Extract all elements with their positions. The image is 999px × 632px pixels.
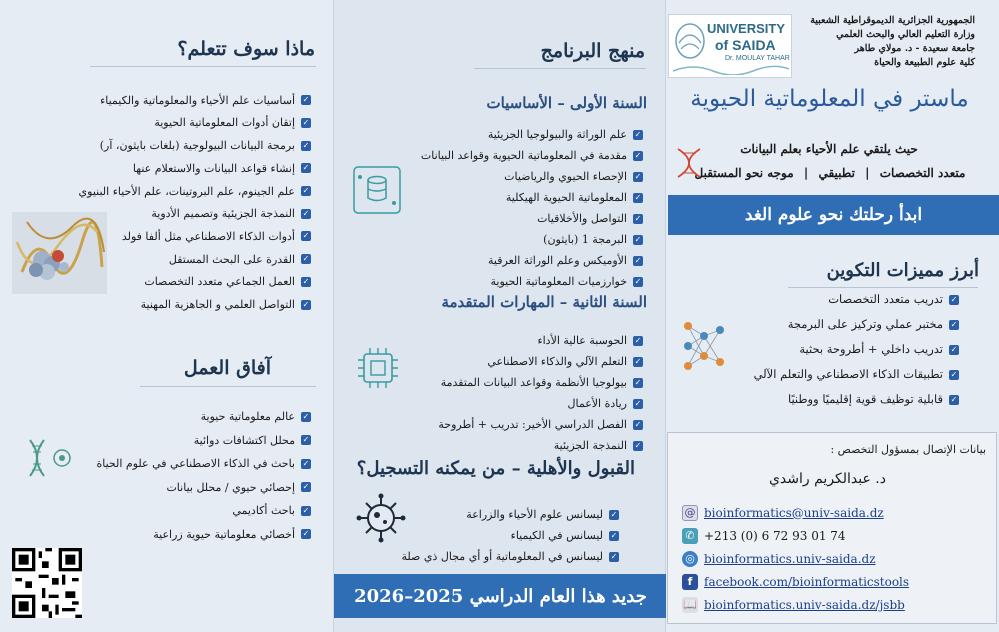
check-icon: ✓ [302, 163, 310, 173]
year1-title: السنة الأولى – الأساسيات [486, 94, 647, 112]
check-icon: ✓ [634, 440, 642, 450]
protein-structure-image [12, 212, 107, 294]
check-icon: ✓ [634, 150, 642, 160]
job-item-label: باحث في الذكاء الاصطناعي في علوم الحياة [96, 457, 295, 471]
year1-item [363, 187, 643, 208]
middle-panel [333, 0, 666, 632]
check-icon: ✓ [634, 419, 642, 429]
contact-list [682, 501, 992, 616]
admission-item-label: ليسانس في الكيمياء [510, 528, 603, 542]
header-line: جامعة سعيدة - د. مولاي طاهر [854, 43, 975, 54]
tagline: حيث يلتقي علم الأحياء بعلم البيانات [740, 142, 918, 156]
check-icon: ✓ [302, 299, 310, 309]
check-icon: ✓ [634, 171, 642, 181]
year2-list [363, 330, 643, 456]
check-icon: ✓ [302, 208, 310, 218]
facebook-icon: f [682, 574, 698, 590]
year1-item [363, 229, 643, 250]
features-title: أبرز مميزات التكوين [826, 260, 979, 281]
check-icon: ✓ [634, 377, 642, 387]
qr-code[interactable] [12, 548, 82, 618]
job-item-label: أخصائي معلوماتية حيوية زراعية [153, 527, 295, 541]
year1-item-label: مقدمة في المعلوماتية الحيوية وقواعد البيانات [420, 148, 627, 162]
feature-item-label: تدريب متعدد التخصصات [828, 291, 943, 306]
header-line: وزارة التعليم العالي والبحث العلمي [836, 29, 975, 40]
check-icon: ✓ [610, 509, 618, 519]
start-banner [668, 195, 999, 235]
check-icon: ✓ [950, 294, 958, 304]
check-icon: ✓ [302, 505, 310, 515]
year1-item [363, 124, 643, 145]
database-icon [352, 165, 402, 215]
globe-icon: ◎ [682, 551, 698, 567]
neural-network-icon [682, 318, 726, 376]
year1-item-label: الإحصاء الحيوي والرياضيات [504, 169, 627, 183]
year1-item [363, 145, 643, 166]
feature-item-label: تدريب داخلي + أطروحة بحثية [799, 341, 943, 356]
university-logo [668, 14, 792, 78]
year1-item-label: البرمجة 1 (بايثون) [543, 232, 627, 246]
year2-item [363, 414, 643, 435]
contact-email-row[interactable] [682, 501, 992, 524]
header-line: كلية علوم الطبيعة والحياة [874, 57, 975, 68]
header-line: الجمهورية الجزائرية الديموقراطية الشعبية [810, 15, 975, 26]
feature-item [709, 387, 959, 412]
check-icon: ✓ [634, 255, 642, 265]
check-icon: ✓ [302, 231, 310, 241]
year1-item-label: الأوميكس وعلم الوراثة العرقية [488, 253, 627, 267]
check-icon: ✓ [950, 369, 958, 379]
feature-item [709, 337, 959, 362]
check-icon: ✓ [302, 435, 310, 445]
tag-2: تطبيقي [818, 166, 855, 180]
check-icon: ✓ [950, 319, 958, 329]
year1-item-label: علم الوراثة والبيولوجيا الجزيئية [487, 127, 627, 141]
check-icon: ✓ [302, 482, 310, 492]
job-item [71, 452, 311, 476]
dna-icon [24, 436, 76, 480]
feature-item-label: تطبيقات الذكاء الاصطناعي والتعلم الآلي [753, 366, 943, 381]
feature-item [709, 312, 959, 337]
admission-item-label: ليسانس علوم الأحياء والزراعة [466, 507, 603, 521]
contact-facebook-row[interactable] [682, 570, 992, 593]
job-item-label: إحصائي حيوي / محلل بيانات [166, 480, 295, 494]
feature-item [709, 287, 959, 312]
check-icon: ✓ [302, 276, 310, 286]
program-divider [474, 68, 646, 69]
learn-item [11, 134, 311, 157]
new-year-banner [334, 574, 667, 618]
year1-item [363, 208, 643, 229]
logo-text-2: of SAIDA [715, 37, 776, 53]
check-icon: ✓ [634, 129, 642, 139]
learn-divider [90, 66, 316, 67]
year2-item [363, 330, 643, 351]
learn-item [11, 157, 311, 180]
check-icon: ✓ [610, 551, 618, 561]
left-panel [0, 0, 333, 632]
learn-item-label: أدوات الذكاء الاصطناعي مثل ألفا فولد [121, 229, 295, 243]
main-title: ماستر في المعلوماتية الحيوية [690, 86, 969, 112]
virus-icon [352, 492, 410, 544]
start-banner-text: ابدأ رحلتك نحو علوم الغد [744, 205, 923, 225]
book-icon: 📖 [683, 598, 697, 611]
program-title: منهج البرنامج [540, 40, 645, 62]
check-icon: ✓ [634, 398, 642, 408]
job-item-label: باحث أكاديمي [232, 504, 295, 518]
year1-item [363, 250, 643, 271]
learn-item-label: إتقان أدوات المعلوماتية الحيوية [154, 116, 295, 130]
check-icon: ✓ [302, 95, 310, 105]
check-icon: ✓ [302, 254, 310, 264]
learn-item [11, 293, 311, 316]
check-icon: ✓ [302, 529, 310, 539]
admission-item [369, 546, 619, 567]
contact-box [667, 432, 997, 624]
learn-item-label: إنشاء قواعد البيانات والاستعلام عنها [132, 161, 295, 175]
feature-item-label: مختبر عملي وتركيز على البرمجة [787, 316, 943, 331]
year1-item [363, 166, 643, 187]
job-item [71, 429, 311, 453]
jobs-title: آفاق العمل [183, 357, 271, 379]
new-year-text: جديد هذا العام الدراسي 2025–2026 [354, 585, 647, 607]
learn-item-label: التواصل العلمي و الجاهزية المهنية [140, 297, 295, 311]
logo-text-3: Dr. MOULAY TAHAR [725, 55, 790, 62]
check-icon: ✓ [634, 192, 642, 202]
check-icon: ✓ [302, 411, 310, 421]
right-panel [666, 0, 999, 632]
logo-text-1: UNIVERSITY [707, 21, 786, 36]
phone-icon: ✆ [682, 528, 698, 544]
check-icon: ✓ [634, 276, 642, 286]
contact-website-row[interactable] [682, 547, 992, 570]
job-item-label: عالم معلوماتية حيوية [200, 410, 295, 424]
check-icon: ✓ [610, 530, 618, 540]
contact-jsbb-row[interactable] [682, 593, 992, 616]
logo-emblem-icon [673, 21, 707, 61]
logo-wave-icon [673, 63, 789, 75]
check-icon: ✓ [950, 344, 958, 354]
year2-title: السنة الثانية – المهارات المتقدمة [441, 293, 647, 311]
website-link[interactable]: bioinformatics.univ-saida.dz [704, 551, 876, 566]
job-item [71, 499, 311, 523]
features-list [709, 287, 959, 412]
check-icon: ✓ [634, 213, 642, 223]
year2-item-label: الحوسبة عالية الأداء [537, 333, 627, 347]
learn-item [11, 180, 311, 203]
tag-sep-1: | [865, 166, 870, 180]
contact-title: بيانات الإتصال بمسؤول التخصص : [830, 443, 986, 456]
check-icon: ✓ [302, 118, 310, 128]
dna-strand-icon [672, 145, 706, 181]
email-link[interactable]: bioinformatics@univ-saida.dz [704, 505, 884, 520]
year2-item-label: ريادة الأعمال [567, 396, 627, 410]
learn-item [11, 112, 311, 135]
learn-item-label: النمذجة الجزيئية وتصميم الأدوية [151, 207, 295, 221]
learn-item-label: برمجة البيانات البيولوجية (بلغات بايثون، آر) [99, 139, 295, 153]
year1-item [363, 271, 643, 292]
phone-number[interactable]: +213 (0) 6 72 93 01 74 [704, 528, 846, 543]
learn-item-label: علم الجينوم، علم البروتينات، علم الأحياء البنيوي [78, 184, 295, 198]
tag-3: موجه نحو المستقبل [694, 166, 794, 180]
admission-title: القبول والأهلية – من يمكنه التسجيل؟ [356, 458, 635, 479]
check-icon: ✓ [302, 140, 310, 150]
year2-item [363, 351, 643, 372]
job-item-label: محلل اكتشافات دوائية [193, 433, 295, 447]
tags-row [675, 166, 985, 180]
learn-item [11, 89, 311, 112]
check-icon: ✓ [302, 186, 310, 196]
check-icon: ✓ [634, 234, 642, 244]
learn-item-label: أساسيات علم الأحياء والمعلوماتية والكيمياء [100, 93, 295, 107]
check-icon: ✓ [634, 356, 642, 366]
facebook-link[interactable]: facebook.com/bioinformaticstools [704, 574, 910, 589]
year2-item [363, 372, 643, 393]
tag-1: متعدد التخصصات [879, 166, 966, 180]
check-icon: ✓ [950, 394, 958, 404]
jsbb-link[interactable]: bioinformatics.univ-saida.dz/jsbb [704, 597, 905, 612]
year1-item-label: خوارزميات المعلوماتية الحيوية [490, 274, 627, 288]
year2-item-label: الفصل الدراسي الأخير: تدريب + أطروحة [438, 417, 627, 431]
year1-list [363, 124, 643, 292]
learn-item-label: العمل الجماعي متعدد التخصصات [144, 275, 295, 289]
year1-item-label: التواصل والأخلاقيات [537, 211, 627, 225]
feature-item [709, 362, 959, 387]
year2-item [363, 393, 643, 414]
job-item [71, 523, 311, 547]
circuit-chip-icon [354, 344, 402, 392]
job-item [71, 476, 311, 500]
jobs-divider [140, 386, 316, 387]
admission-item-label: ليسانس في المعلوماتية أو أي مجال ذي صلة [401, 549, 603, 563]
jobs-list [71, 405, 311, 546]
year2-item-label: بيولوجيا الأنظمة وقواعد البيانات المتقدمة [440, 375, 627, 389]
year2-item [363, 435, 643, 456]
check-icon: ✓ [634, 335, 642, 345]
feature-item-label: قابلية توظيف قوية إقليميًا ووطنيًا [787, 391, 943, 406]
email-icon: @ [682, 505, 698, 521]
contact-name: د. عبدالكريم راشدي [768, 471, 886, 487]
check-icon: ✓ [302, 458, 310, 468]
tag-sep-2: | [803, 166, 809, 180]
year2-item-label: النمذجة الجزيئية [553, 438, 627, 452]
job-item [71, 405, 311, 429]
learn-title: ماذا سوف تتعلم؟ [177, 38, 315, 60]
learn-item-label: القدرة على البحث المستقل [168, 252, 295, 266]
year2-item-label: التعلم الآلي والذكاء الاصطناعي [487, 354, 627, 368]
year1-item-label: المعلوماتية الحيوية الهيكلية [505, 190, 627, 204]
official-header [785, 14, 975, 70]
contact-phone-row[interactable] [682, 524, 992, 547]
